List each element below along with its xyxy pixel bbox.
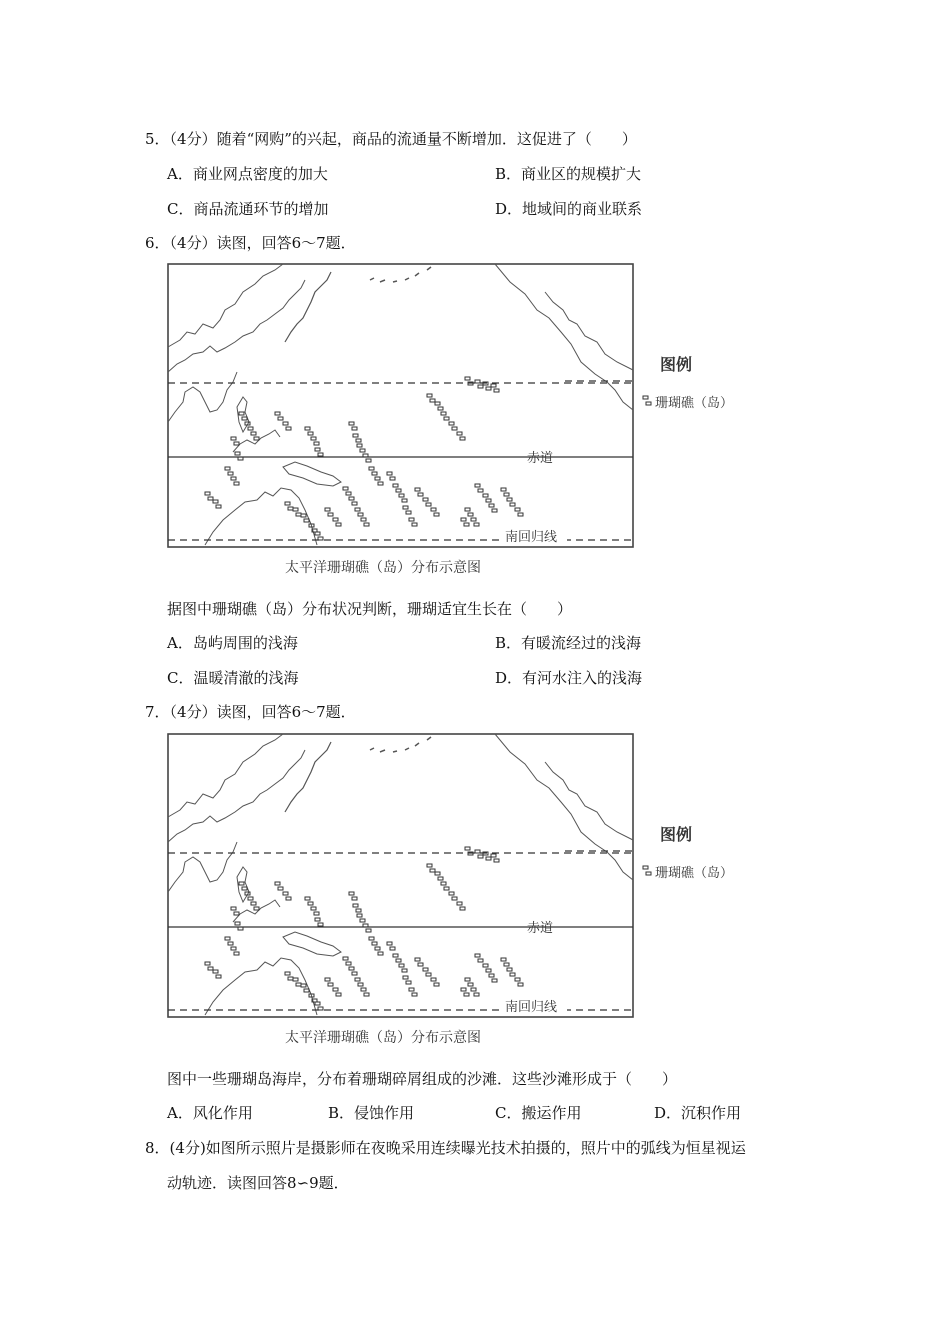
equator-label: 赤道 (527, 451, 554, 466)
legend-coral-label: 珊瑚礁（岛） (655, 866, 734, 881)
q7-number: 7． (145, 703, 170, 721)
coral-map-figure-1 (165, 262, 755, 582)
q6-stem: （4分）读图，回答6～7题． (169, 234, 356, 252)
q5-option-c[interactable]: C．商品流通环节的增加 (167, 200, 329, 218)
q8-stem-1: (4分)如图所示照片是摄影师在夜晚采用连续曝光技术拍摄的，照片中的弧线为恒星视运 (169, 1139, 746, 1157)
q8-stem-line-1 (145, 1137, 746, 1158)
coral-map-figure-2 (165, 732, 755, 1052)
q7-option-b[interactable]: B．侵蚀作用 (328, 1104, 415, 1122)
map-caption: 太平洋珊瑚礁（岛）分布示意图 (285, 560, 481, 576)
q6-option-b[interactable]: B．有暖流经过的浅海 (495, 634, 642, 652)
q8-number: 8． (145, 1139, 170, 1157)
equator-label: 赤道 (527, 921, 554, 936)
legend-coral-icon (643, 866, 651, 875)
q7-stem-line (145, 701, 356, 722)
q7-option-a[interactable]: A．风化作用 (167, 1104, 253, 1122)
tropic-of-capricorn-label: 南回归线 (505, 530, 558, 545)
legend-title: 图例 (660, 355, 693, 374)
map-caption: 太平洋珊瑚礁（岛）分布示意图 (285, 1030, 481, 1046)
q5-stem-line (145, 128, 637, 149)
q7-sub-question: 图中一些珊瑚岛海岸，分布着珊瑚碎屑组成的沙滩．这些沙滩形成于（ ） (167, 1070, 678, 1088)
q8-stem-line-2: 动轨迹．读图回答8∽9题． (167, 1174, 349, 1192)
legend-title: 图例 (660, 825, 693, 844)
q6-option-a[interactable]: A．岛屿周围的浅海 (167, 634, 298, 652)
q7-option-d[interactable]: D．沉积作用 (654, 1104, 742, 1122)
pacific-coral-map (165, 732, 755, 1052)
legend-coral-label: 珊瑚礁（岛） (655, 396, 734, 411)
q5-stem: （4分）随着“网购”的兴起，商品的流通量不断增加．这促进了（ ） (169, 130, 637, 148)
tropic-of-capricorn-label: 南回归线 (505, 1000, 558, 1015)
q5-option-a[interactable]: A．商业网点密度的加大 (167, 165, 328, 183)
q5-option-d[interactable]: D．地域间的商业联系 (495, 200, 643, 218)
q6-option-d[interactable]: D．有河水注入的浅海 (495, 669, 643, 687)
pacific-coral-map (165, 262, 755, 582)
q6-stem-line (145, 232, 356, 253)
q6-option-c[interactable]: C．温暖清澈的浅海 (167, 669, 299, 687)
q5-option-b[interactable]: B．商业区的规模扩大 (495, 165, 642, 183)
q6-number: 6． (145, 234, 170, 252)
q6-sub-question: 据图中珊瑚礁（岛）分布状况判断，珊瑚适宜生长在（ ） (167, 600, 573, 618)
q5-number: 5． (145, 130, 170, 148)
q7-stem: （4分）读图，回答6～7题． (169, 703, 356, 721)
q7-option-c[interactable]: C．搬运作用 (495, 1104, 582, 1122)
legend-coral-icon (643, 396, 651, 405)
